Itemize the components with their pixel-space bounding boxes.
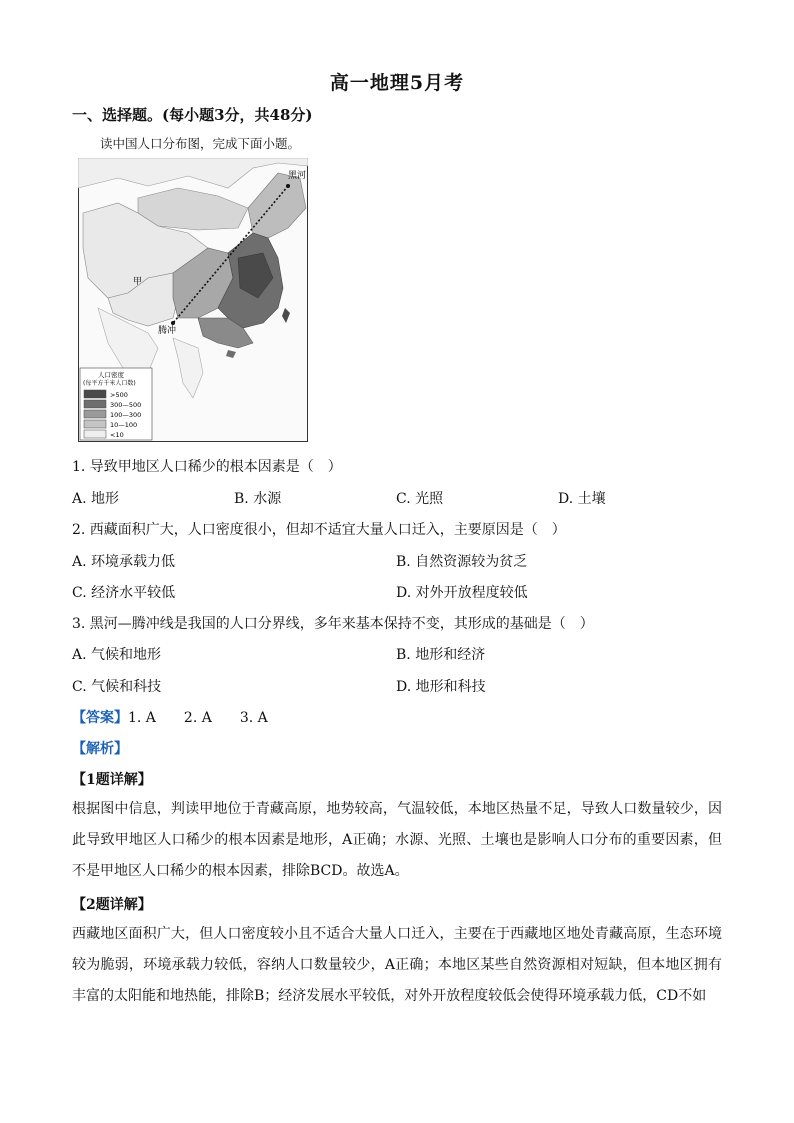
population-map (78, 158, 308, 442)
detail-1-heading: 【1题详解】 (72, 772, 152, 788)
tengchong-label: 腾冲 (158, 326, 177, 336)
legend-swatch (84, 390, 106, 398)
legend-swatch (84, 430, 106, 438)
detail-2-text: 西藏地区面积广大，但人口密度较小且不适合大量人口迁入，主要在于西藏地区地处青藏高原，生态环境较为脆弱，环境承载力较低，容纳人口数量较少，A正确；本地区某些自然资源相对短缺，但本地区拥有丰富的太阳能和地热能，排除B；经济发展水平较低，对外开放程度较低会使得环境承载力低，CD不如 (72, 926, 722, 1004)
answer-label: 【答案】 (72, 710, 128, 726)
answer-text: 1. A 2. A 3. A (128, 710, 268, 726)
q3-option-b[interactable]: B. 地形和经济 (396, 647, 486, 663)
legend-subtitle: (每平方千米人口数) (83, 380, 136, 387)
legend-swatch (84, 410, 106, 418)
question-3-stem: 3. 黑河—腾冲线是我国的人口分界线，多年来基本保持不变，其形成的基础是（ ） (72, 616, 594, 632)
legend-swatch (84, 420, 106, 428)
legend-label: 100—300 (110, 411, 142, 419)
detail-1-text: 根据图中信息，判读甲地位于青藏高原，地势较高，气温较低，本地区热量不足，导致人口数量较少，因此导致甲地区人口稀少的根本因素是地形，A正确；水源、光照、土壤也是影响人口分布的重要因素，但不是甲地区人口稀少的根本因素，排除BCD。故选A。 (72, 801, 722, 879)
answer-line (72, 707, 268, 727)
q2-option-a[interactable]: A. 环境承载力低 (72, 554, 176, 570)
q2-option-b[interactable]: B. 自然资源较为贫乏 (396, 554, 528, 570)
q2-option-d[interactable]: D. 对外开放程度较低 (396, 585, 528, 601)
legend-label: 10—100 (110, 421, 138, 429)
section-heading: 一、选择题。(每小题3分，共48分) (72, 106, 313, 124)
legend-label: 300—500 (110, 401, 142, 409)
question-2-stem: 2. 西藏面积广大，人口密度很小，但却不适宜大量人口迁入，主要原因是（ ） (72, 522, 566, 538)
detail-2-heading: 【2题详解】 (72, 897, 152, 913)
q3-option-d[interactable]: D. 地形和科技 (396, 679, 486, 695)
q1-option-c[interactable]: C. 光照 (396, 491, 444, 507)
q3-option-a[interactable]: A. 气候和地形 (72, 647, 162, 663)
legend-title: 人口密度 (98, 371, 124, 379)
question-1-stem: 1. 导致甲地区人口稀少的根本因素是（ ） (72, 459, 342, 475)
jia-label: 甲 (133, 277, 143, 287)
q1-option-a[interactable]: A. 地形 (72, 491, 120, 507)
q3-option-c[interactable]: C. 气候和科技 (72, 679, 162, 695)
map-intro: 读中国人口分布图，完成下面小题。 (100, 136, 301, 151)
legend-label: >500 (110, 391, 128, 399)
legend-label: <10 (110, 431, 124, 439)
q1-option-b[interactable]: B. 水源 (234, 491, 282, 507)
heihe-label: 黑河 (288, 171, 307, 181)
legend-swatch (84, 400, 106, 408)
q2-option-c[interactable]: C. 经济水平较低 (72, 585, 176, 601)
q1-option-d[interactable]: D. 土壤 (558, 491, 606, 507)
page-title: 高一地理5月考 (329, 72, 465, 94)
analysis-label: 【解析】 (72, 741, 128, 757)
